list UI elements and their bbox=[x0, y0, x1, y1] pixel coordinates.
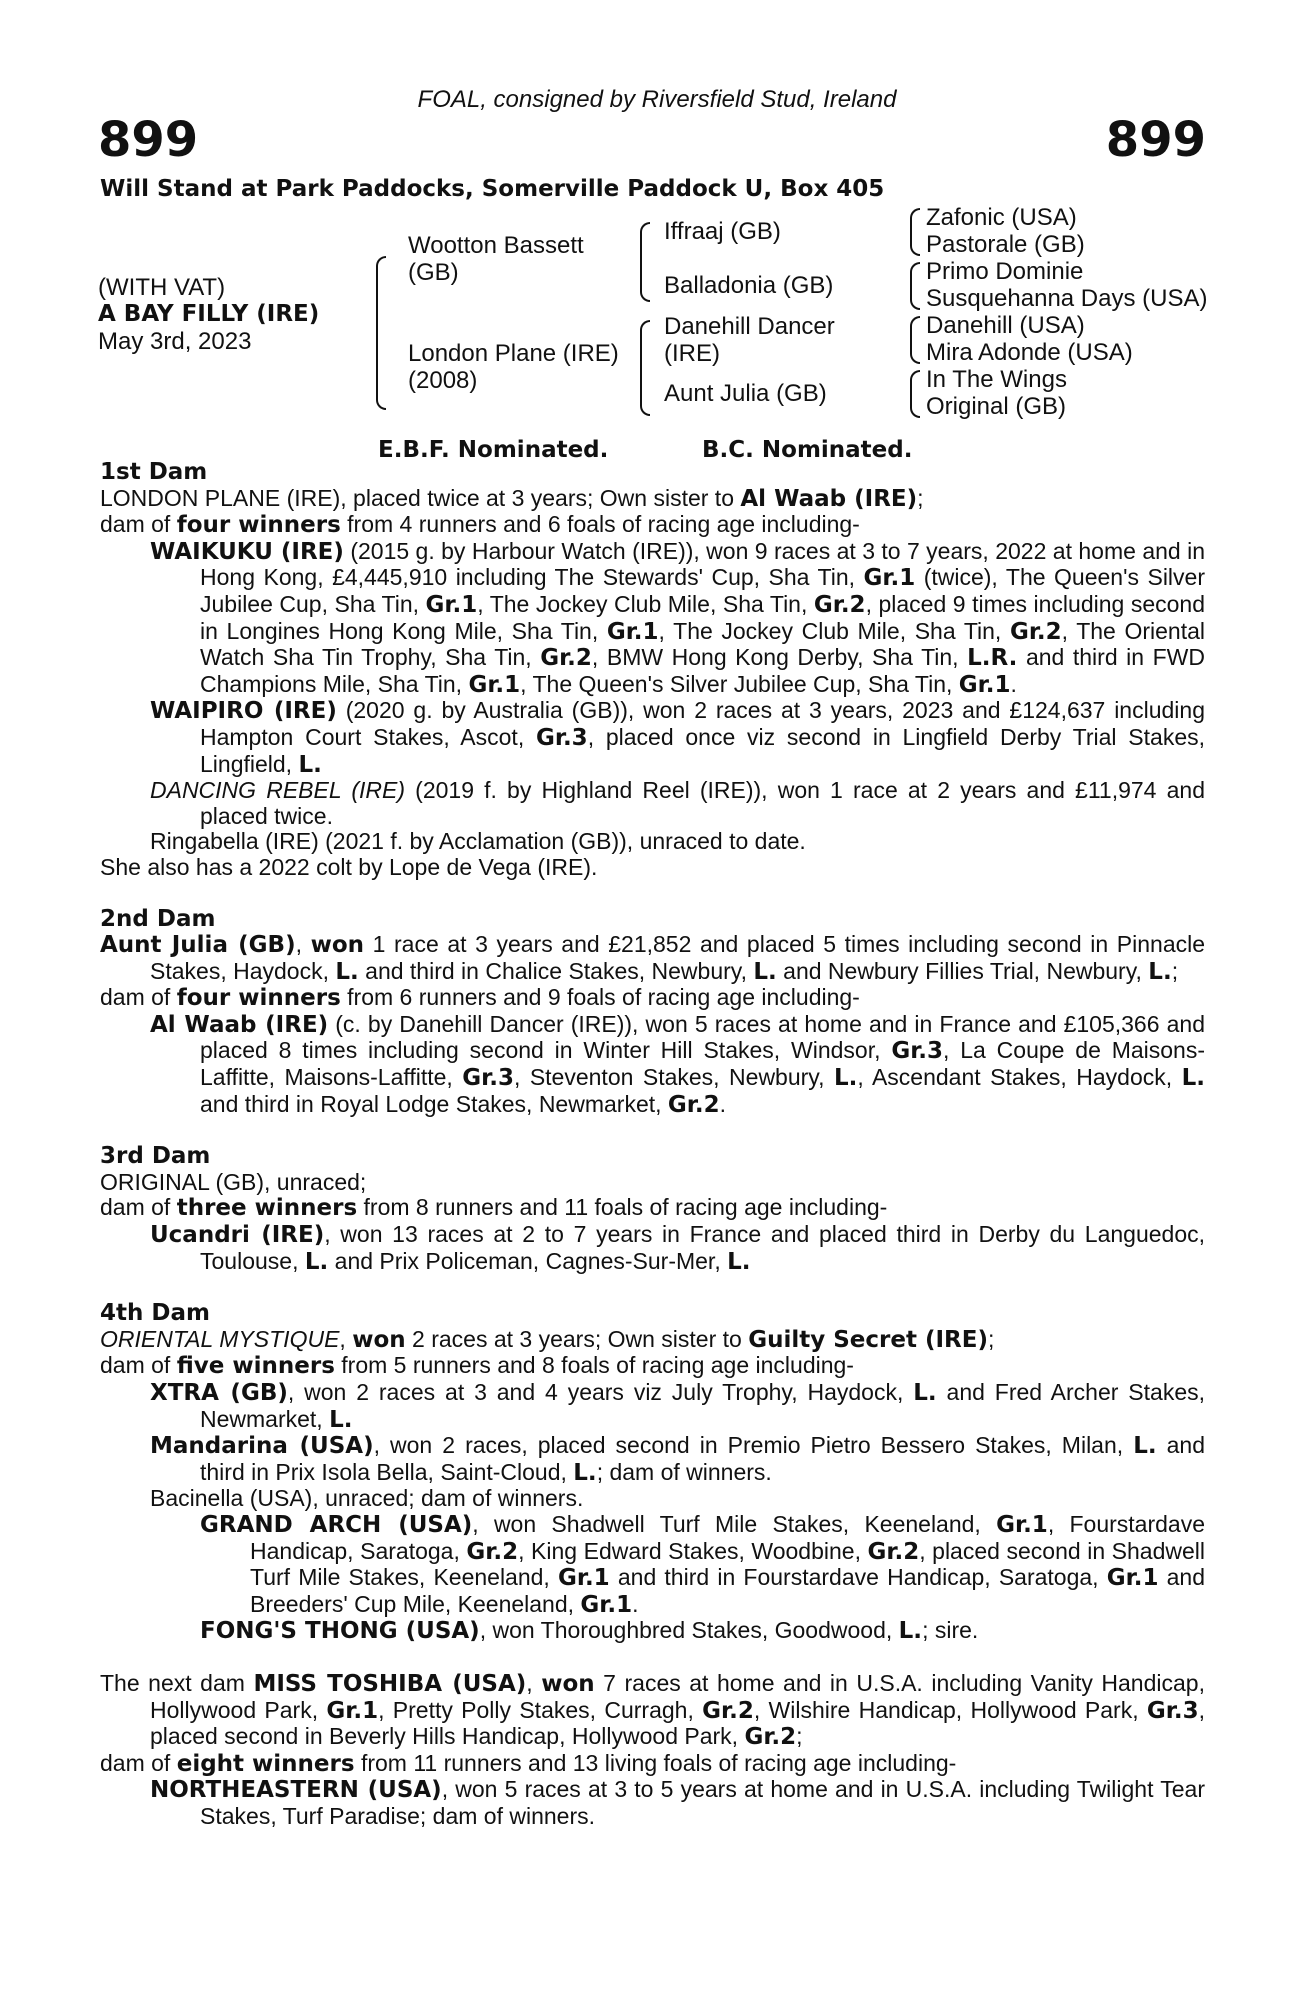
produce-also: She also has a 2022 colt by Lope de Vega (IRE). bbox=[100, 853, 598, 880]
gg-sds: Primo Dominie bbox=[926, 258, 1084, 285]
sire-dam: Balladonia (GB) bbox=[664, 272, 834, 299]
brace-g1 bbox=[910, 208, 920, 256]
gg-sdd: Susquehanna Days (USA) bbox=[926, 285, 1208, 312]
brace-dam-parents bbox=[640, 320, 650, 416]
next-dam-line: The next dam MISS TOSHIBA (USA), won 7 races at home and in U.S.A. including Vanity Handicap, Hollywood Park, Gr.1, Pretty Polly Stakes, Curragh, Gr.2, Wilshire Handicap, Hollywood Park, Gr.3, placed second in Beverly Hills Handicap, Hollywood Park, Gr.2; bbox=[100, 1669, 1205, 1751]
produce-northeastern: NORTHEASTERN (USA), won 5 races at 3 to 5 years at home and in U.S.A. including Twilight Tear Stakes, Turf Paradise; dam of winners. bbox=[150, 1776, 1205, 1829]
fourth-dam-produce: dam of five winners from 5 runners and 8 foals of racing age including- bbox=[100, 1352, 854, 1380]
gg-dsd: Mira Adonde (USA) bbox=[926, 339, 1133, 366]
stand-location: Will Stand at Park Paddocks, Somerville Paddock U, Box 405 bbox=[100, 176, 885, 202]
sire-sire: Iffraaj (GB) bbox=[664, 218, 781, 245]
gg-dss: Danehill (USA) bbox=[926, 312, 1085, 339]
fourth-dam-heading: 4th Dam bbox=[100, 1300, 210, 1327]
third-dam-heading: 3rd Dam bbox=[100, 1143, 211, 1170]
fourth-dam-line: ORIENTAL MYSTIQUE, won 2 races at 3 years; Own sister to Guilty Secret (IRE); bbox=[100, 1325, 995, 1353]
produce-dancing-rebel: DANCING REBEL (IRE) (2019 f. by Highland Reel (IRE)), won 1 race at 2 years and £11,974 and placed twice. bbox=[150, 777, 1205, 829]
first-dam-line: LONDON PLANE (IRE), placed twice at 3 years; Own sister to Al Waab (IRE); bbox=[100, 484, 924, 512]
produce-grand-arch: GRAND ARCH (USA), won Shadwell Turf Mile Stakes, Keeneland, Gr.1, Fourstardave Handicap, Saratoga, Gr.2, King Edward Stakes, Woodbine, Gr.2, placed second in Shadwell Turf Mile Stakes, Keeneland, Gr.1 and third in Fourstardave Handicap, Saratoga, Gr.1 and Breeders' Cup Mile, Keeneland, Gr.1. bbox=[200, 1510, 1206, 1618]
gg-dds: In The Wings bbox=[926, 366, 1067, 393]
produce-waikuku: WAIKUKU (IRE) (2015 g. by Harbour Watch (IRE)), won 9 races at 3 to 7 years, 2022 at home and in Hong Kong, £4,445,910 including The Stewards' Cup, Sha Tin, Gr.1 (twice), The Queen's Silver Jubilee Cup, Sha Tin, Gr.1, The Jockey Club Mile, Sha Tin, Gr.2, placed 9 times including second in Longines Hong Kong Mile, Sha Tin, Gr.1, The Jockey Club Mile, Sha Tin, Gr.2, The Oriental Watch Sha Tin Trophy, Sha Tin, Gr.2, BMW Hong Kong Derby, Sha Tin, L.R. and third in FWD Champions Mile, Sha Tin, Gr.1, The Queen's Silver Jubilee Cup, Sha Tin, Gr.1. bbox=[150, 537, 1206, 698]
consignor-line: FOAL, consigned by Riversfield Stud, Ireland bbox=[417, 86, 897, 113]
gg-ddd: Original (GB) bbox=[926, 393, 1067, 420]
first-dam-produce: dam of four winners from 4 runners and 6 foals of racing age including- bbox=[100, 511, 860, 539]
sire-name: Wootton Bassett bbox=[408, 232, 584, 259]
second-dam-produce: dam of four winners from 6 runners and 9 foals of racing age including- bbox=[100, 984, 860, 1012]
lot-number-left: 899 bbox=[98, 112, 199, 168]
dam-sire-country: (IRE) bbox=[664, 340, 720, 367]
first-dam-heading: 1st Dam bbox=[100, 459, 208, 485]
brace-g3 bbox=[910, 316, 920, 364]
foaling-date: May 3rd, 2023 bbox=[98, 328, 252, 355]
brace-g2 bbox=[910, 262, 920, 310]
gg-sss: Zafonic (USA) bbox=[926, 204, 1077, 231]
brace-g4 bbox=[910, 370, 920, 418]
dam-name: London Plane (IRE) bbox=[408, 340, 619, 367]
produce-bacinella: Bacinella (USA), unraced; dam of winners. bbox=[150, 1485, 584, 1512]
produce-al-waab: Al Waab (IRE) (c. by Danehill Dancer (IRE)), won 5 races at home and in France and £105,366 and placed 8 times including second in Winter Hill Stakes, Windsor, Gr.3, La Coupe de Maisons-Laffitte, Maisons-Laffitte, Gr.3, Steventon Stakes, Newbury, L., Ascendant Stakes, Haydock, L. and third in Royal Lodge Stakes, Newmarket, Gr.2. bbox=[150, 1010, 1206, 1118]
vat-note: (WITH VAT) bbox=[98, 274, 226, 301]
gg-ssd: Pastorale (GB) bbox=[926, 231, 1085, 258]
produce-xtra: XTRA (GB), won 2 races at 3 and 4 years viz July Trophy, Haydock, L. and Fred Archer Stakes, Newmarket, L. bbox=[150, 1379, 1206, 1433]
third-dam-produce: dam of three winners from 8 runners and 11 foals of racing age including- bbox=[100, 1194, 888, 1222]
third-dam-line: ORIGINAL (GB), unraced; bbox=[100, 1168, 367, 1195]
produce-waipiro: WAIPIRO (IRE) (2020 g. by Australia (GB)), won 2 races at 3 years, 2023 and £124,637 including Hampton Court Stakes, Ascot, Gr.3, placed once viz second in Lingfield Derby Trial Stakes, Lingfield, L. bbox=[150, 697, 1205, 778]
produce-ucandri: Ucandri (IRE), won 13 races at 2 to 7 years in France and placed third in Derby du Languedoc, Toulouse, L. and Prix Policeman, Cagnes-Sur-Mer, L. bbox=[150, 1221, 1206, 1275]
ebf-nomination: E.B.F. Nominated. bbox=[378, 437, 609, 463]
second-dam-line: Aunt Julia (GB), won 1 race at 3 years and £21,852 and placed 5 times including second in Pinnacle Stakes, Haydock, L. and third in Chalice Stakes, Newbury, L. and Newbury Fillies Trial, Newbury, L.; bbox=[100, 931, 1206, 985]
dam-sire: Danehill Dancer bbox=[664, 313, 835, 340]
second-dam-heading: 2nd Dam bbox=[100, 905, 216, 932]
lot-number-right: 899 bbox=[1105, 112, 1206, 168]
produce-ringabella: Ringabella (IRE) (2021 f. by Acclamation (GB)), unraced to date. bbox=[150, 828, 806, 855]
brace-sire-parents bbox=[640, 222, 650, 302]
dam-dam: Aunt Julia (GB) bbox=[664, 380, 827, 407]
produce-mandarina: Mandarina (USA), won 2 races, placed second in Premio Pietro Bessero Stakes, Milan, L. and third in Prix Isola Bella, Saint-Cloud, L.; dam of winners. bbox=[150, 1432, 1205, 1486]
brace-sire-dam bbox=[376, 256, 386, 410]
produce-fongs-thong: FONG'S THONG (USA), won Thoroughbred Stakes, Goodwood, L.; sire. bbox=[200, 1617, 979, 1645]
next-dam-produce: dam of eight winners from 11 runners and 13 living foals of racing age including- bbox=[100, 1749, 957, 1777]
horse-name: A BAY FILLY (IRE) bbox=[98, 301, 320, 327]
catalogue-body bbox=[100, 460, 1205, 1830]
sire-country: (GB) bbox=[408, 259, 459, 286]
dam-year: (2008) bbox=[408, 367, 478, 394]
bc-nomination: B.C. Nominated. bbox=[702, 437, 913, 463]
